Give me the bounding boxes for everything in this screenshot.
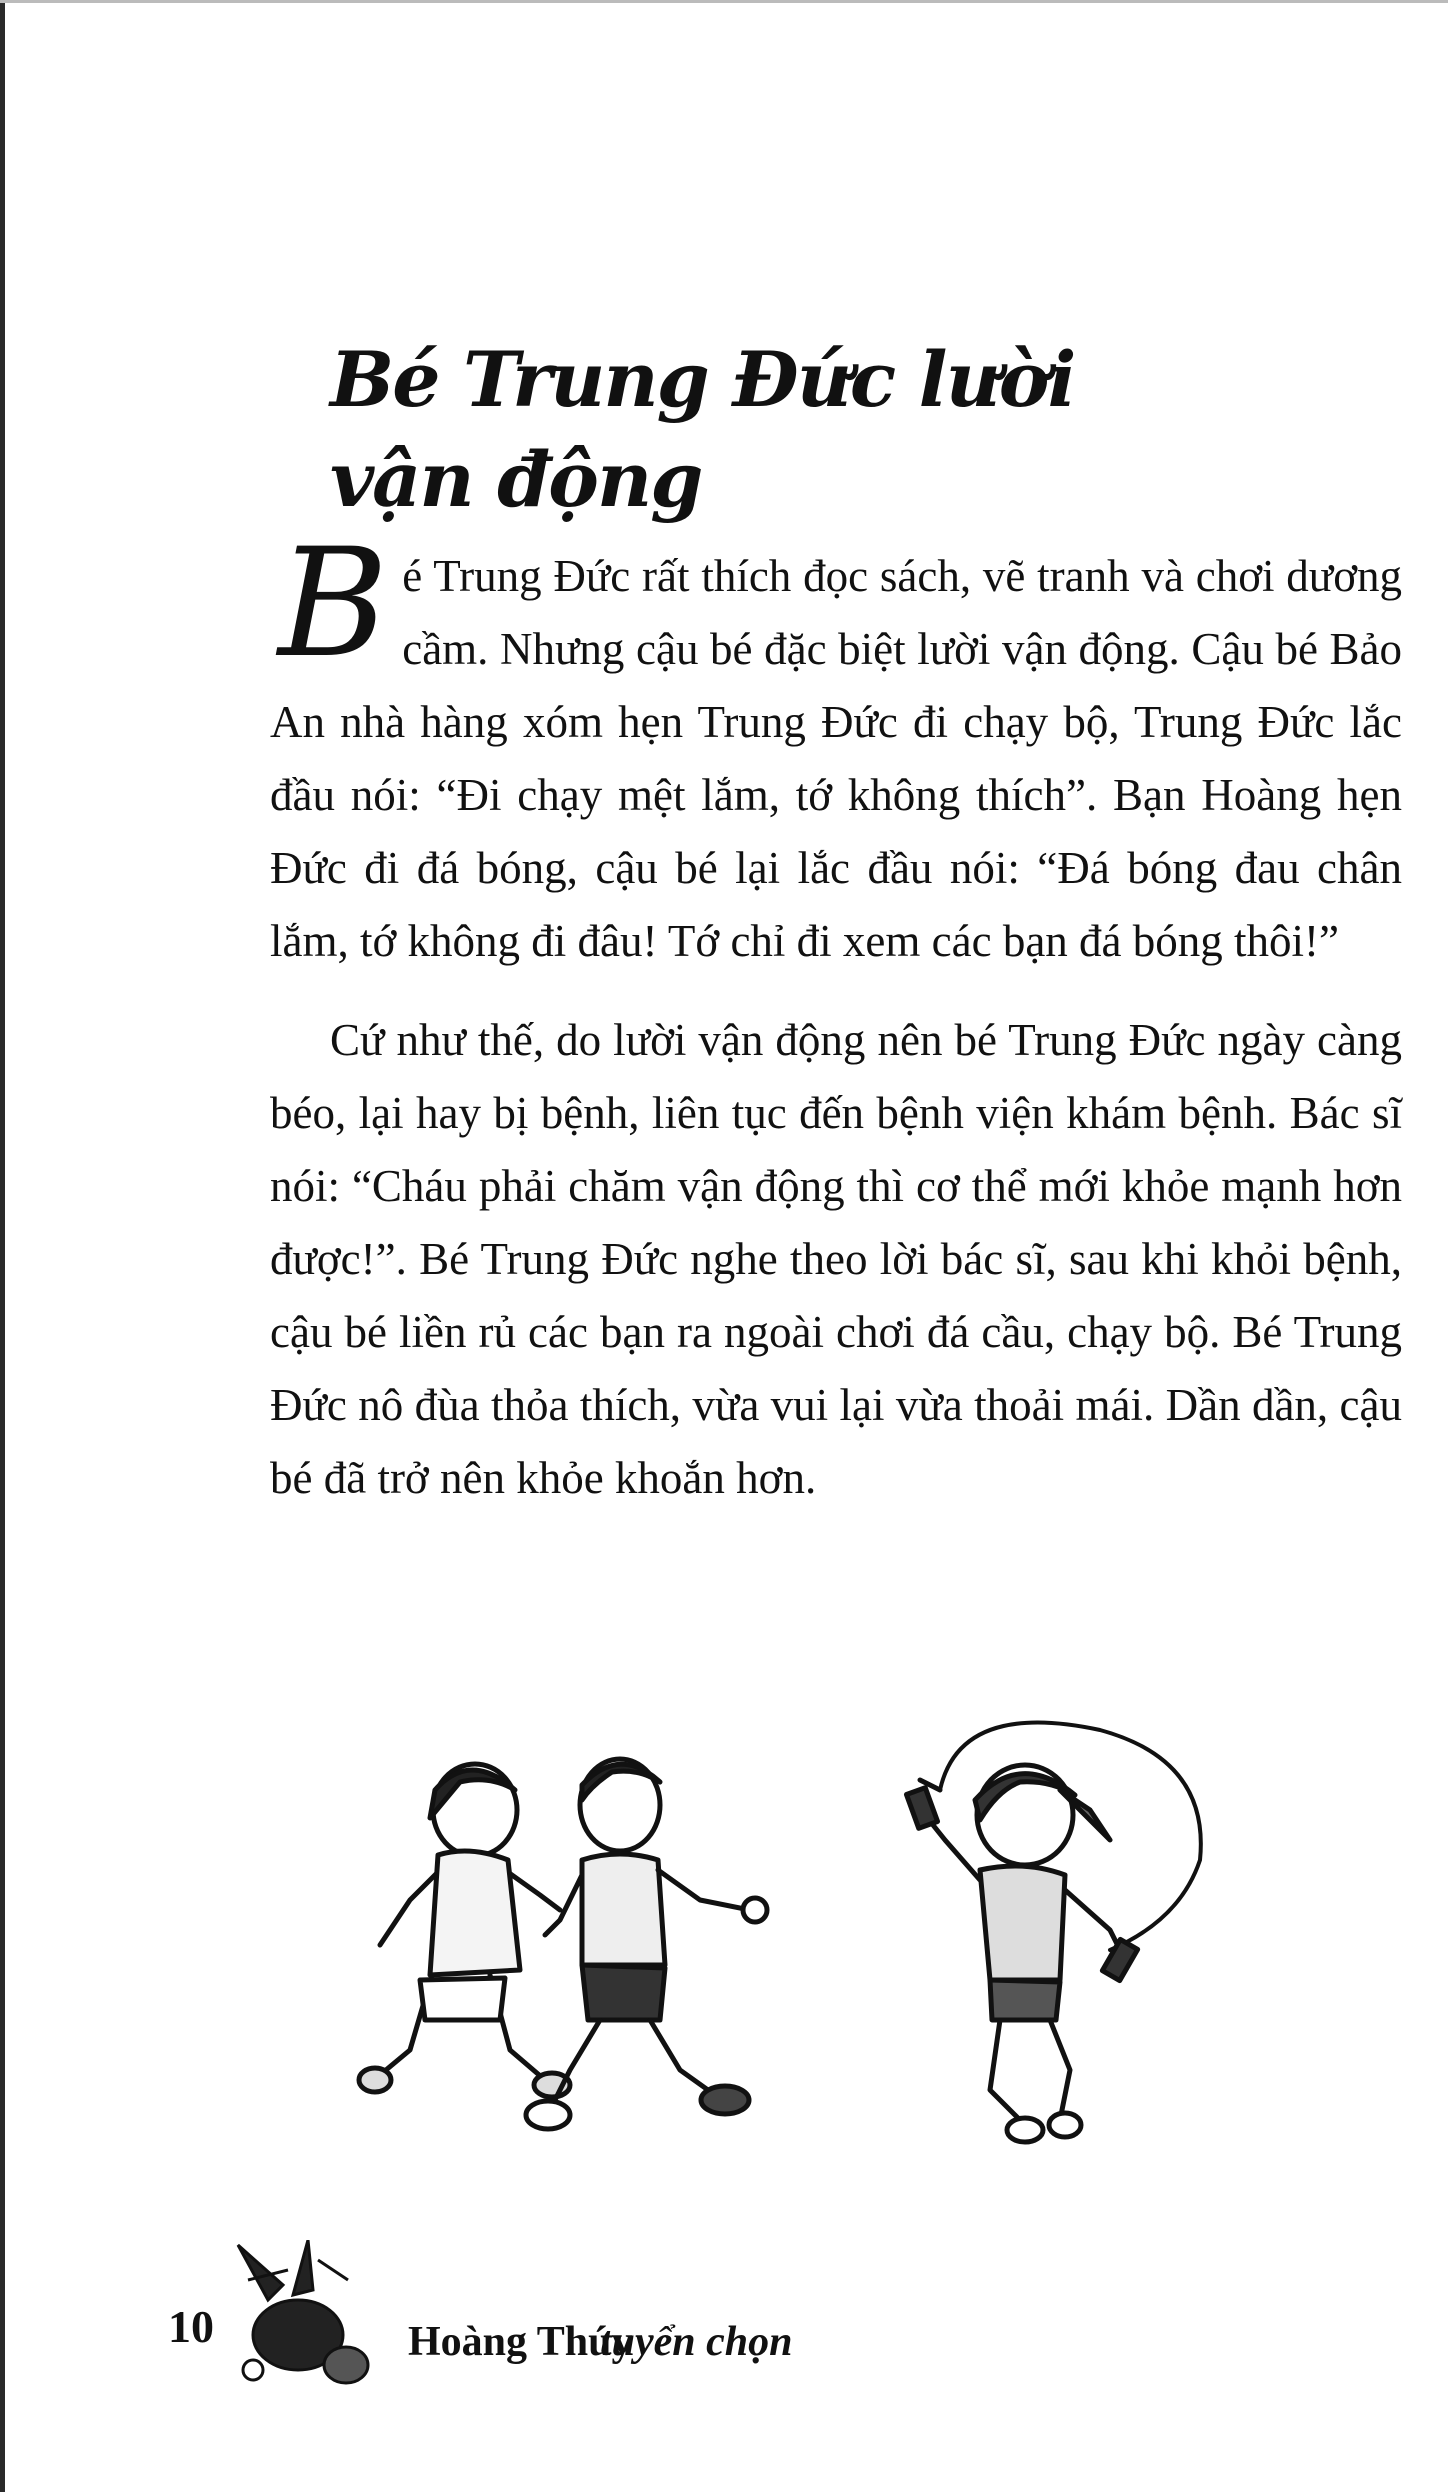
paragraph-1 — [270, 517, 1402, 978]
story-body — [270, 517, 1402, 1541]
running-girl-figure — [359, 1764, 570, 2097]
rabbit-ornament-icon — [228, 2240, 378, 2400]
rope-skipping-girl-figure — [906, 1723, 1200, 2143]
story-title: Bé Trung Đức lười vận động — [330, 335, 1075, 524]
children-playing-illustration — [320, 1720, 1250, 2200]
drop-cap: B — [278, 517, 389, 691]
paragraph-2: Cứ như thế, do lười vận động nên bé Trung Đức ngày càng béo, lại hay bị bệnh, liên tục đến bệnh viện khám bệnh. Bác sĩ nói: “Cháu phải chăm vận động thì cơ thể mới khỏe mạnh hơn được!”. Bé Trung Đức nghe theo lời bác sĩ, sau khi khỏi bệnh, cậu bé liền rủ các bạn ra ngoài chơi đá cầu, chạy bộ. Bé Trung Đức nô đùa thỏa thích, vừa vui lại vừa thoải mái. Dần dần, cậu bé đã trở nên khỏe khoắn hơn. — [270, 1015, 1402, 1503]
page-binding-edge — [0, 0, 5, 2492]
page-top-edge — [0, 0, 1448, 3]
page-number: 10 — [168, 2301, 214, 2352]
footer-compiled-by: tuyển chọn — [600, 2319, 793, 2365]
footer-author: Hoàng Thúy — [408, 2319, 633, 2365]
paragraph-1-text: é Trung Đức rất thích đọc sách, vẽ tranh và chơi dương cầm. Nhưng cậu bé đặc biệt lười vận động. Cậu bé Bảo An nhà hàng xóm hẹn Trung Đức đi chạy bộ, Trung Đức lắc đầu nói: “Đi chạy mệt lắm, tớ không thích”. Bạn Hoàng hẹn Đức đi đá bóng, cậu bé lại lắc đầu nói: “Đá bóng đau chân lắm, tớ không đi đâu! Tớ chỉ đi xem các bạn đá bóng thôi!” — [270, 551, 1402, 966]
